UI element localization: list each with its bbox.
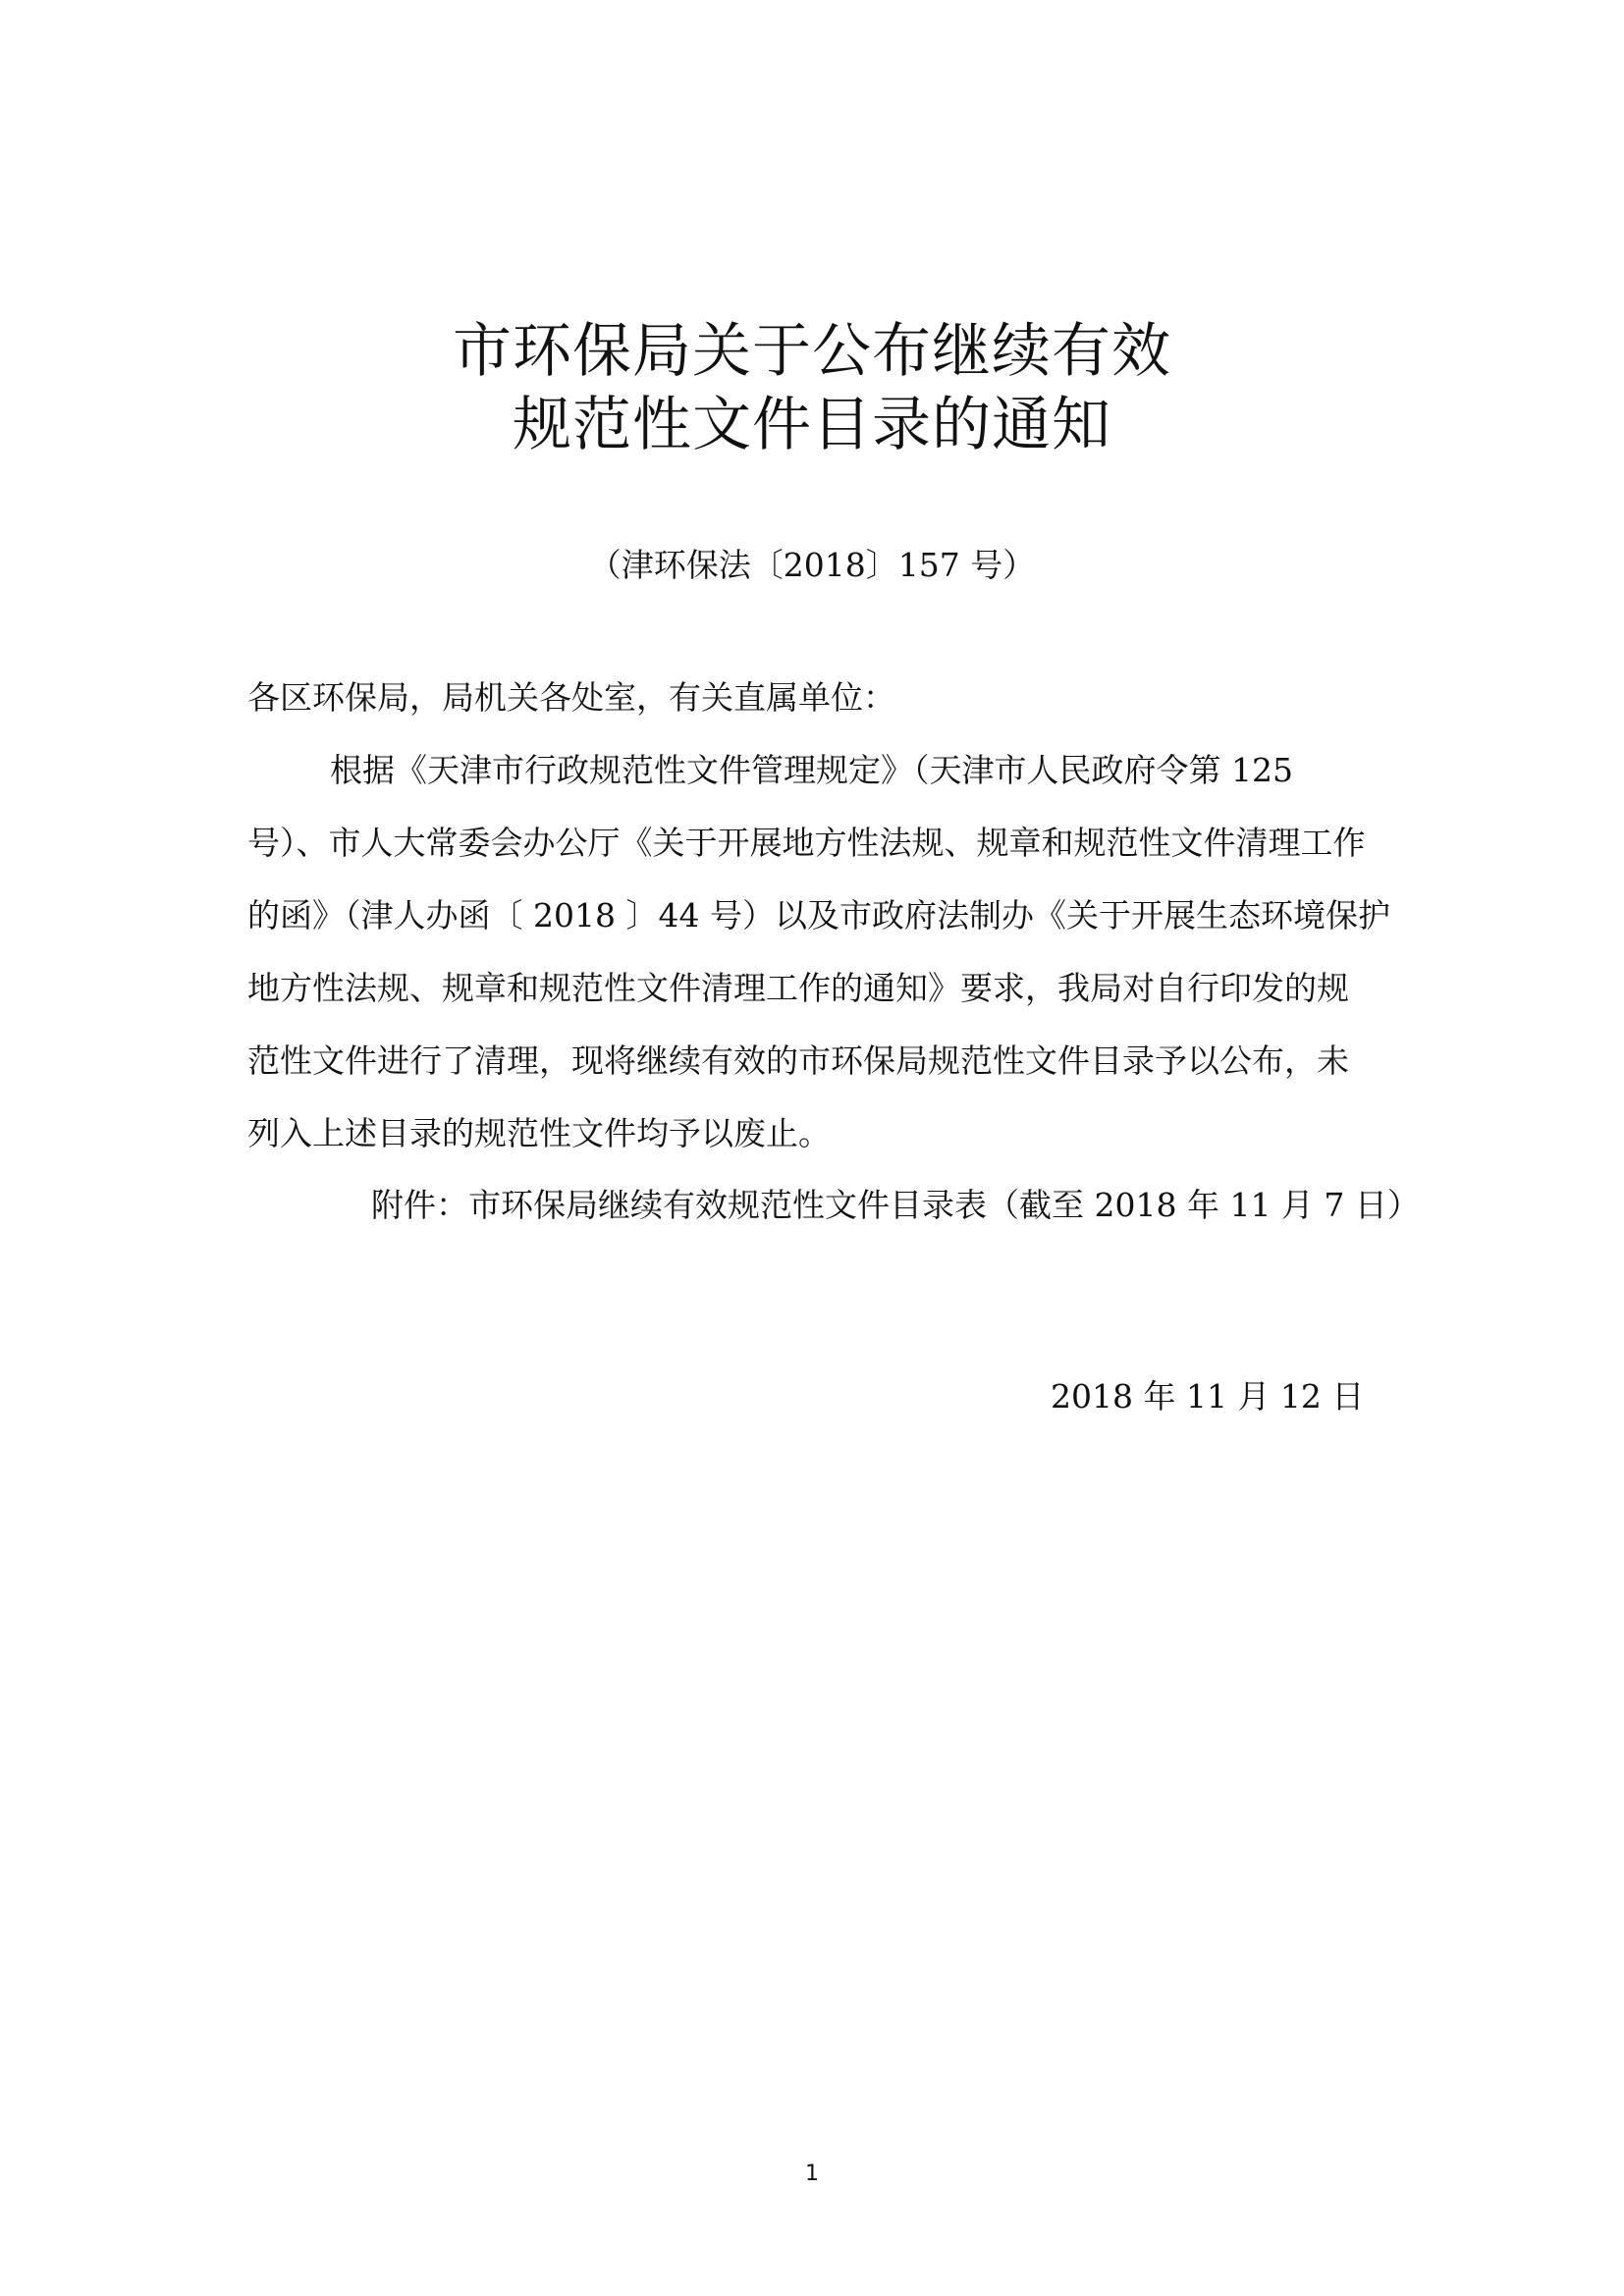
document-number: （津环保法〔2018〕157 号） xyxy=(588,546,1036,584)
body-line-2: 号）、市人大常委会办公厅《关于开展地方性法规、规章和规范性文件清理工作 xyxy=(247,824,1366,862)
document-title-line-2: 规范性文件目录的通知 xyxy=(513,391,1111,459)
body-line-4: 地方性法规、规章和规范性文件清理工作的通知》要求，我局对自行印发的规 xyxy=(247,969,1349,1007)
body-line-3: 的函》（津人办函〔 2018 〕44 号）以及市政府法制办《关于开展生态环境保护 xyxy=(247,896,1390,934)
body-line-1: 根据《天津市行政规范性文件管理规定》（天津市人民政府令第 125 xyxy=(330,751,1293,789)
document-title-line-1: 市环保局关于公布继续有效 xyxy=(453,317,1171,386)
salutation: 各区环保局，局机关各处室，有关直属单位： xyxy=(247,678,895,717)
attachment-line: 附件：市环保局继续有效规范性文件目录表（截至 2018 年 11 月 7 日） xyxy=(371,1186,1420,1224)
body-line-5: 范性文件进行了清理，现将继续有效的市环保局规范性文件目录予以公布，未 xyxy=(247,1041,1349,1080)
issue-date: 2018 年 11 月 12 日 xyxy=(1051,1377,1365,1415)
body-line-6: 列入上述目录的规范性文件均予以废止。 xyxy=(247,1114,831,1152)
page-number: 1 xyxy=(805,2162,819,2186)
